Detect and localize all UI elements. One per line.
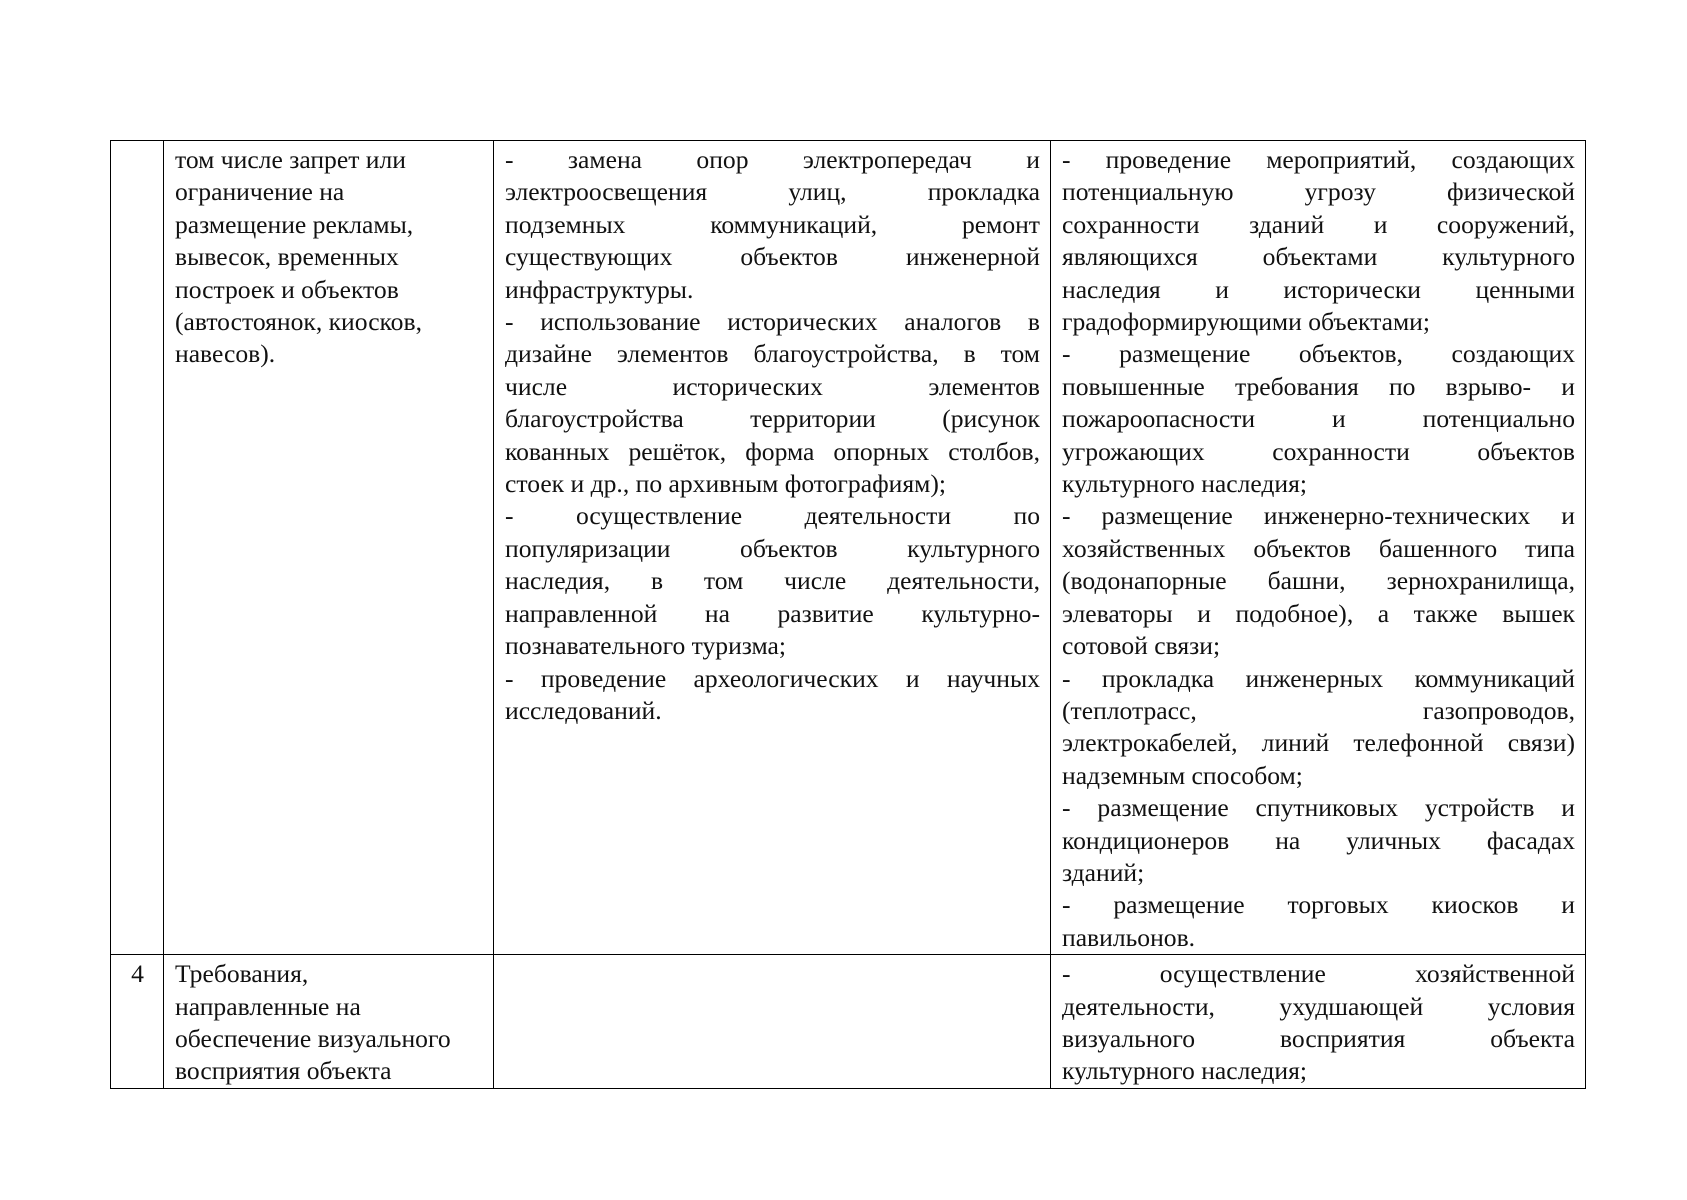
prohibited-works-line: сотовой связи; [1062,631,1221,661]
prohibited-works-line: культурного наследия; [1062,469,1308,499]
allowed-works-line: благоустройства территории (рисунок [505,404,1040,434]
prohibited-works-cell [1051,141,1586,955]
prohibited-works-line: - размещение объектов, создающих [1062,339,1575,369]
prohibited-works-cell [1051,955,1586,1089]
prohibited-works-line: - размещение инженерно-технических и [1062,501,1575,531]
table-row [111,955,1586,1089]
prohibited-works-line: кондиционеров на уличных фасадах [1062,825,1575,855]
allowed-works-line: направленной на развитие культурно- [505,598,1040,628]
allowed-works-line: - проведение археологических и научных [505,663,1040,693]
requirement-name-line: том числе запрет или [175,145,406,174]
allowed-works-line: подземных коммуникаций, ремонт [505,209,1040,239]
row-number-cell [111,141,164,955]
requirement-name-line: (автостоянок, киосков, [175,307,422,337]
prohibited-works-line: наследия и исторически ценными [1062,274,1575,304]
requirement-name-line: Требования, [175,959,309,989]
prohibited-works-line: надземным способом; [1062,760,1303,790]
prohibited-works-line: сохранности зданий и сооружений, [1062,209,1575,239]
requirement-name-line: вывесок, временных [175,242,399,272]
allowed-works-line: кованных решёток, форма опорных столбов, [505,436,1040,466]
prohibited-works-line: угрожающих сохранности объектов [1062,436,1575,466]
prohibited-works-line: пожароопасности и потенциально [1062,404,1575,434]
prohibited-works-line: (теплотрасс, газопроводов, [1062,695,1575,725]
prohibited-works-line: павильонов. [1062,922,1196,952]
requirement-name-cell [164,141,494,955]
allowed-works-line: популяризации объектов культурного [505,533,1040,563]
requirement-name-line: навесов). [175,339,276,369]
prohibited-works-line: потенциальную угрозу физической [1062,177,1575,207]
allowed-works-line: наследия, в том числе деятельности, [505,566,1040,596]
prohibited-works-line: культурного наследия; [1062,1056,1308,1086]
requirement-name-cell [164,955,494,1089]
prohibited-works-line: деятельности, ухудшающей условия [1062,991,1575,1021]
allowed-works-line: дизайне элементов благоустройства, в том [505,339,1040,369]
allowed-works-line: электроосвещения улиц, прокладка [505,177,1040,207]
allowed-works-cell [494,955,1051,1089]
prohibited-works-line: градоформирующими объектами; [1062,307,1430,337]
prohibited-works-line: хозяйственных объектов башенного типа [1062,533,1575,563]
requirement-name-line: восприятия объекта [175,1056,392,1086]
requirement-name-line: размещение рекламы, [175,209,414,239]
prohibited-works-line: повышенные требования по взрыво- и [1062,371,1575,401]
prohibited-works-line: - размещение спутниковых устройств и [1062,793,1575,823]
prohibited-works-line: являющихся объектами культурного [1062,242,1575,272]
allowed-works-line: существующих объектов инженерной [505,242,1040,272]
allowed-works-line: числе исторических элементов [505,371,1040,401]
allowed-works-line: - использование исторических аналогов в [505,307,1040,337]
requirement-name-line: направленные на [175,991,361,1021]
allowed-works-line: исследований. [505,695,662,725]
prohibited-works-line: визуального восприятия объекта [1062,1023,1575,1053]
prohibited-works-line: - проведение мероприятий, создающих [1062,145,1575,174]
prohibited-works-line: элеваторы и подобное), а также вышек [1062,598,1575,628]
requirement-name-line: построек и объектов [175,274,399,304]
prohibited-works-line: - осуществление хозяйственной [1062,959,1575,989]
prohibited-works-line: (водонапорные башни, зернохранилища, [1062,566,1575,596]
row-number-cell: 4 [111,955,164,1089]
allowed-works-line: инфраструктуры. [505,274,694,304]
allowed-works-line: - осуществление деятельности по [505,501,1040,531]
allowed-works-line: - замена опор электропередач и [505,145,1040,174]
prohibited-works-line: - прокладка инженерных коммуникаций [1062,663,1575,693]
prohibited-works-line: - размещение торговых киосков и [1062,890,1575,920]
requirement-name-line: обеспечение визуального [175,1023,451,1053]
prohibited-works-line: электрокабелей, линий телефонной связи) [1062,728,1575,758]
table-row [111,141,1586,955]
allowed-works-line: познавательного туризма; [505,631,787,661]
prohibited-works-line: зданий; [1062,857,1145,887]
allowed-works-cell [494,141,1051,955]
requirements-table [110,140,1586,1089]
requirement-name-line: ограничение на [175,177,345,207]
allowed-works-line: стоек и др., по архивным фотографиям); [505,469,946,499]
